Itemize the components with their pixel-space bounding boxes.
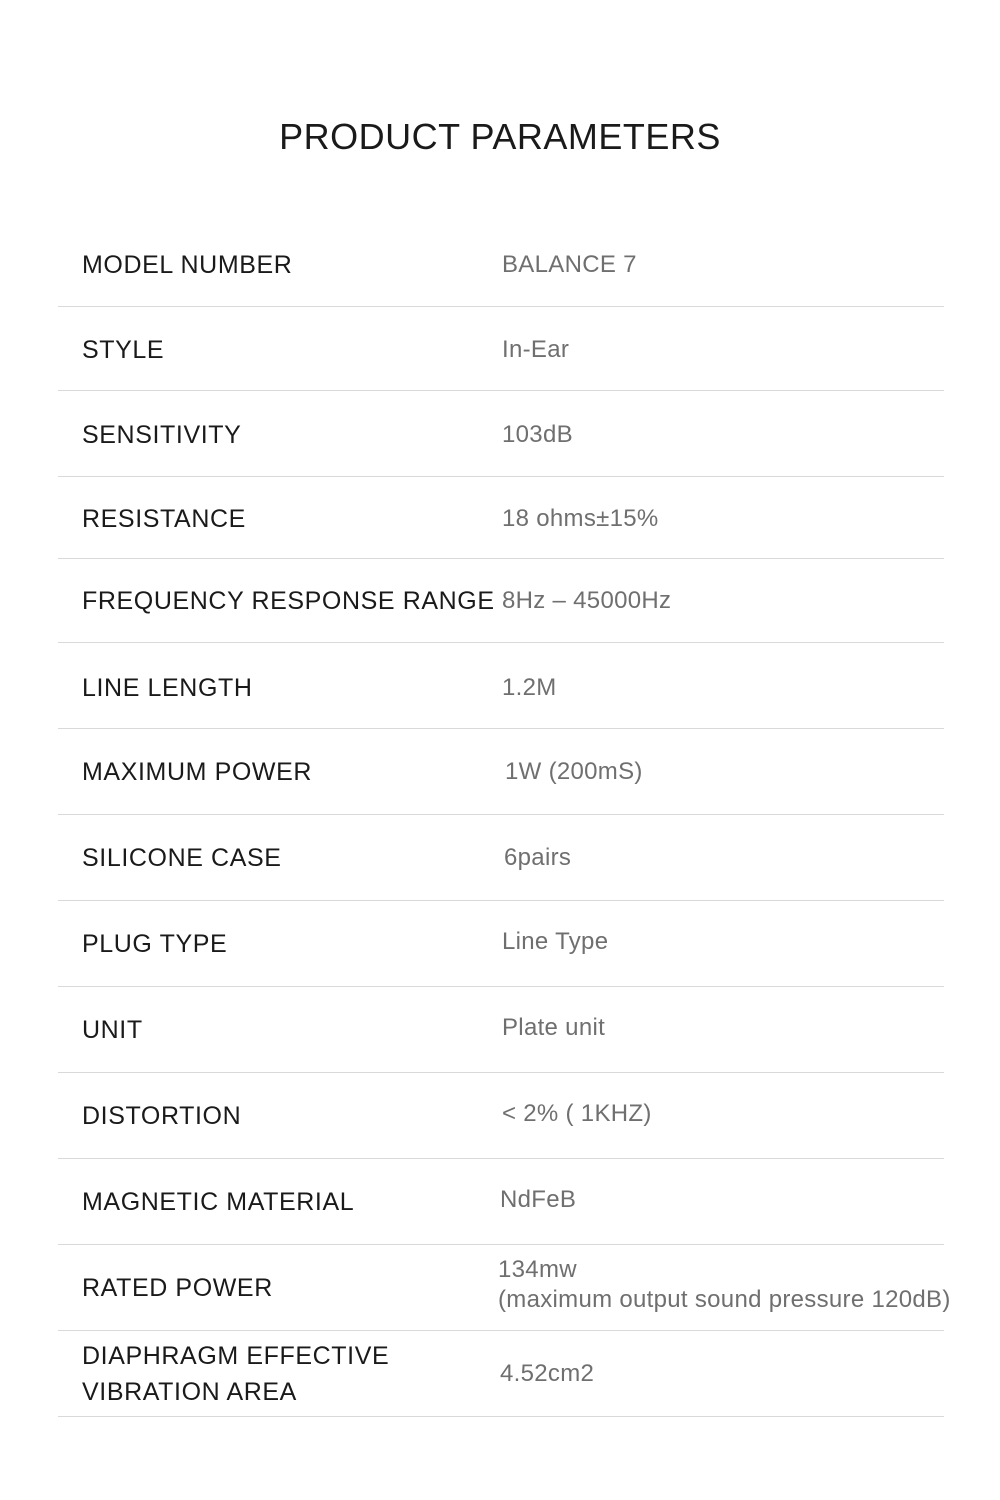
param-value: 8Hz – 45000Hz	[502, 587, 672, 614]
param-value: 103dB	[502, 421, 573, 448]
param-value-line: (maximum output sound pressure 120dB)	[498, 1286, 951, 1313]
param-value: 4.52cm2	[500, 1360, 595, 1387]
table-row	[58, 1073, 944, 1159]
param-value: 6pairs	[504, 844, 572, 871]
param-label-line: VIBRATION AREA	[82, 1378, 297, 1406]
param-label: SENSITIVITY	[82, 421, 242, 449]
page-title: PRODUCT PARAMETERS	[279, 116, 721, 157]
param-value-line: 134mw	[498, 1256, 577, 1283]
param-label: PLUG TYPE	[82, 930, 228, 958]
param-value: 1W (200mS)	[505, 758, 643, 785]
param-value: BALANCE 7	[502, 251, 637, 278]
param-value: Line Type	[502, 928, 609, 955]
parameter-table	[58, 222, 951, 1417]
table-row	[58, 729, 944, 815]
param-value: 18 ohms±15%	[502, 505, 659, 532]
param-value: NdFeB	[500, 1186, 577, 1213]
table-row	[58, 307, 944, 391]
param-value: < 2% ( 1KHZ)	[502, 1100, 652, 1127]
table-row	[58, 391, 944, 477]
table-row	[58, 987, 944, 1073]
param-value: 1.2M	[502, 674, 557, 701]
table-row	[58, 477, 944, 559]
param-label: MAGNETIC MATERIAL	[82, 1188, 355, 1216]
param-value	[498, 1255, 951, 1315]
table-row	[58, 1331, 944, 1417]
table-row	[58, 901, 944, 987]
param-label	[82, 1338, 502, 1410]
table-row	[58, 1159, 944, 1245]
param-label: SILICONE CASE	[82, 844, 282, 872]
param-label-line: DIAPHRAGM EFFECTIVE	[82, 1342, 390, 1370]
table-row	[58, 1245, 951, 1331]
param-label: UNIT	[82, 1016, 143, 1044]
param-label: STYLE	[82, 336, 165, 364]
param-label: FREQUENCY RESPONSE RANGE	[82, 587, 495, 615]
param-value: In-Ear	[502, 336, 570, 363]
table-row	[58, 222, 944, 307]
param-label: RATED POWER	[82, 1274, 273, 1302]
param-label: RESISTANCE	[82, 505, 246, 533]
table-row	[58, 643, 944, 729]
param-label: MODEL NUMBER	[82, 251, 293, 279]
param-label: LINE LENGTH	[82, 674, 253, 702]
param-label: MAXIMUM POWER	[82, 758, 313, 786]
table-row	[58, 815, 944, 901]
param-label: DISTORTION	[82, 1102, 242, 1130]
param-value: Plate unit	[502, 1014, 606, 1041]
table-row	[58, 559, 944, 643]
